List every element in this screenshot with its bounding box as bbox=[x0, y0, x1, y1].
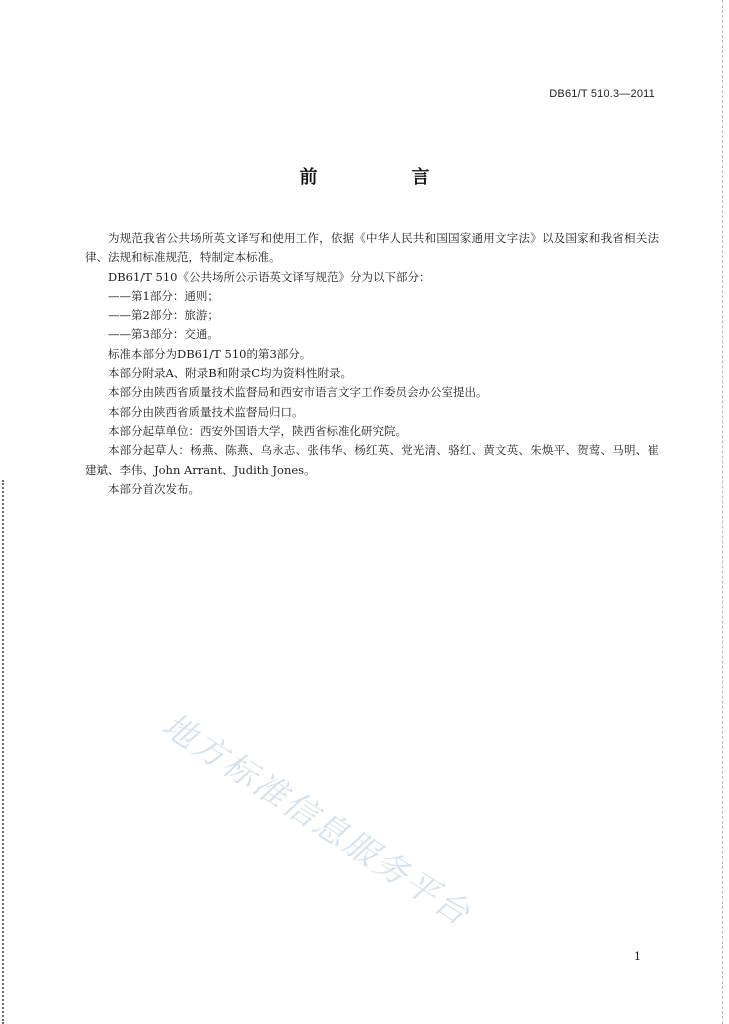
page-number: 1 bbox=[634, 950, 641, 963]
paragraph-parts-intro: DB61/T 510《公共场所公示语英文译写规范》分为以下部分： bbox=[108, 269, 431, 284]
paragraph-appendix: 本部分附录A、附录B和附录C均为资料性附录。 bbox=[108, 366, 353, 381]
scan-edge-left bbox=[2, 480, 4, 1024]
paragraph-part-statement: 标准本部分为DB61/T 510的第3部分。 bbox=[108, 346, 312, 361]
list-item-part-3: ——第3部分：交通。 bbox=[108, 327, 219, 342]
paragraph-proposer: 本部分由陕西省质量技术监督局和西安市语言文字工作委员会办公室提出。 bbox=[108, 385, 488, 400]
page-title: 前 言 bbox=[299, 167, 468, 188]
paragraph-first-release: 本部分首次发布。 bbox=[108, 481, 200, 496]
list-item-part-1: ——第1部分：通则； bbox=[108, 288, 219, 303]
watermark: 地方标准信息服务平台 bbox=[155, 705, 479, 934]
standard-code: DB61/T 510.3—2011 bbox=[549, 88, 655, 100]
paragraph-drafting-units: 本部分起草单位：西安外国语大学，陕西省标准化研究院。 bbox=[108, 423, 407, 438]
foreword-body bbox=[85, 229, 659, 499]
paragraph-administrator: 本部分由陕西省质量技术监督局归口。 bbox=[108, 404, 304, 419]
list-item-part-2: ——第2部分：旅游； bbox=[108, 308, 219, 323]
scan-edge-right bbox=[722, 0, 723, 1024]
paragraph-purpose: 为规范我省公共场所英文译写和使用工作，依据《中华人民共和国国家通用文字法》以及国家和我省相关法律、法规和标准规范，特制定本标准。 bbox=[85, 231, 659, 265]
paragraph-drafters: 本部分起草人：杨燕、陈燕、乌永志、张伟华、杨红英、党光清、骆红、黄文英、朱焕平、贺莺、马明、崔建斌、李伟、John Arrant、Judith Jones。 bbox=[85, 443, 659, 477]
